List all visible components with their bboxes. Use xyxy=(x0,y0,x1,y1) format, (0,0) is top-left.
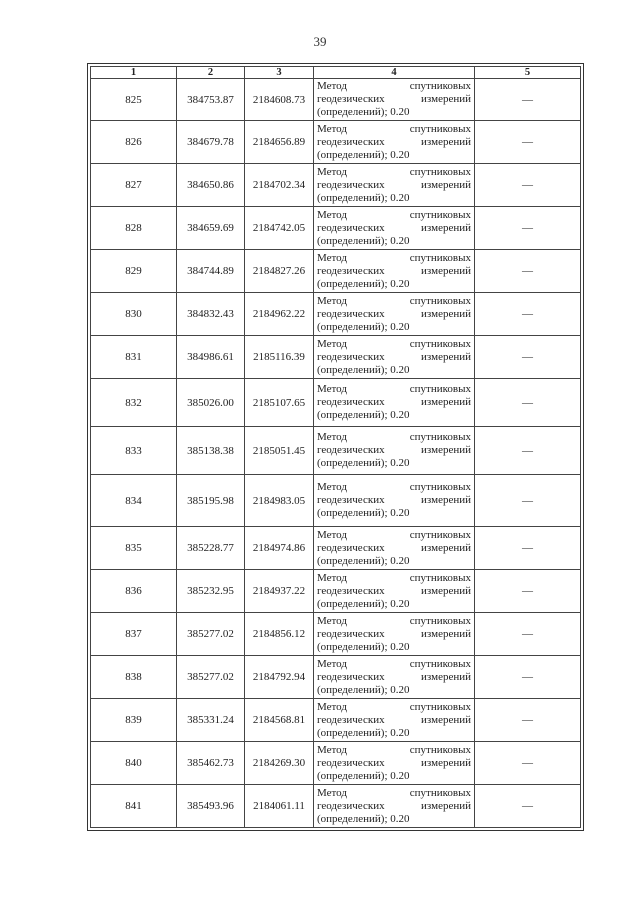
table-row xyxy=(91,293,581,336)
y-coordinate-cell: 2184856.12 xyxy=(245,613,314,656)
x-coordinate-cell: 385493.96 xyxy=(177,785,245,828)
method-line: (определений); 0.20 xyxy=(317,683,410,696)
method-line: Метод спутниковых xyxy=(317,743,471,756)
accuracy-dash-cell: — xyxy=(475,613,581,656)
method-line: Метод спутниковых xyxy=(317,294,471,307)
method-cell xyxy=(314,121,475,164)
page-number: 39 xyxy=(313,34,327,49)
method-line: геодезических измерений xyxy=(317,627,471,640)
method-line: геодезических измерений xyxy=(317,221,471,234)
accuracy-dash-cell: — xyxy=(475,121,581,164)
method-cell xyxy=(314,293,475,336)
y-coordinate-cell: 2185116.39 xyxy=(245,336,314,379)
x-coordinate-cell: 384986.61 xyxy=(177,336,245,379)
method-line: геодезических измерений xyxy=(317,494,471,506)
table-row xyxy=(91,427,581,475)
table-row xyxy=(91,570,581,613)
column-header-2: 2 xyxy=(177,67,245,79)
point-number-cell: 828 xyxy=(91,207,177,250)
y-coordinate-cell: 2185051.45 xyxy=(245,427,314,475)
x-coordinate-cell: 384744.89 xyxy=(177,250,245,293)
y-coordinate-cell: 2184608.73 xyxy=(245,79,314,121)
table-row xyxy=(91,121,581,164)
y-coordinate-cell: 2185107.65 xyxy=(245,379,314,427)
point-number-cell: 841 xyxy=(91,785,177,828)
method-line: геодезических измерений xyxy=(317,135,471,148)
column-header-1: 1 xyxy=(91,67,177,79)
method-line: (определений); 0.20 xyxy=(317,191,410,204)
point-number-cell: 838 xyxy=(91,656,177,699)
table-row xyxy=(91,475,581,527)
accuracy-dash-cell: — xyxy=(475,527,581,570)
accuracy-dash-cell: — xyxy=(475,164,581,207)
method-cell xyxy=(314,527,475,570)
x-coordinate-cell: 384650.86 xyxy=(177,164,245,207)
accuracy-dash-cell: — xyxy=(475,475,581,527)
method-line: Метод спутниковых xyxy=(317,431,471,443)
table-row xyxy=(91,742,581,785)
method-line: (определений); 0.20 xyxy=(317,640,410,653)
point-number-cell: 827 xyxy=(91,164,177,207)
method-line: (определений); 0.20 xyxy=(317,148,410,161)
point-number-cell: 825 xyxy=(91,79,177,121)
point-number-cell: 836 xyxy=(91,570,177,613)
method-cell xyxy=(314,379,475,427)
accuracy-dash-cell: — xyxy=(475,427,581,475)
method-cell xyxy=(314,250,475,293)
method-line: (определений); 0.20 xyxy=(317,554,410,567)
method-line: Метод спутниковых xyxy=(317,571,471,584)
method-cell xyxy=(314,79,475,121)
method-line: геодезических измерений xyxy=(317,444,471,456)
y-coordinate-cell: 2184974.86 xyxy=(245,527,314,570)
table-body xyxy=(91,79,581,828)
point-number-cell: 834 xyxy=(91,475,177,527)
x-coordinate-cell: 385228.77 xyxy=(177,527,245,570)
x-coordinate-cell: 384679.78 xyxy=(177,121,245,164)
method-line: (определений); 0.20 xyxy=(317,363,410,376)
method-line: Метод спутниковых xyxy=(317,481,471,493)
method-line: Метод спутниковых xyxy=(317,122,471,135)
table-row xyxy=(91,250,581,293)
method-line: (определений); 0.20 xyxy=(317,409,410,421)
method-cell xyxy=(314,475,475,527)
x-coordinate-cell: 384753.87 xyxy=(177,79,245,121)
method-line: геодезических измерений xyxy=(317,713,471,726)
table-row xyxy=(91,79,581,121)
method-line: геодезических измерений xyxy=(317,350,471,363)
method-line: (определений); 0.20 xyxy=(317,597,410,610)
table-row xyxy=(91,207,581,250)
accuracy-dash-cell: — xyxy=(475,207,581,250)
accuracy-dash-cell: — xyxy=(475,250,581,293)
method-line: Метод спутниковых xyxy=(317,80,471,92)
point-number-cell: 826 xyxy=(91,121,177,164)
method-cell xyxy=(314,427,475,475)
y-coordinate-cell: 2184983.05 xyxy=(245,475,314,527)
method-cell xyxy=(314,613,475,656)
column-header-5: 5 xyxy=(475,67,581,79)
point-number-cell: 835 xyxy=(91,527,177,570)
method-line: Метод спутниковых xyxy=(317,251,471,264)
method-line: Метод спутниковых xyxy=(317,165,471,178)
method-cell xyxy=(314,656,475,699)
method-cell xyxy=(314,785,475,828)
method-line: (определений); 0.20 xyxy=(317,234,410,247)
accuracy-dash-cell: — xyxy=(475,656,581,699)
accuracy-dash-cell: — xyxy=(475,742,581,785)
method-line: (определений); 0.20 xyxy=(317,457,410,469)
table-row xyxy=(91,164,581,207)
x-coordinate-cell: 385331.24 xyxy=(177,699,245,742)
method-line: Метод спутниковых xyxy=(317,208,471,221)
accuracy-dash-cell: — xyxy=(475,79,581,121)
method-line: Метод спутниковых xyxy=(317,786,471,799)
x-coordinate-cell: 384832.43 xyxy=(177,293,245,336)
y-coordinate-cell: 2184656.89 xyxy=(245,121,314,164)
method-line: геодезических измерений xyxy=(317,541,471,554)
table-row xyxy=(91,785,581,828)
accuracy-dash-cell: — xyxy=(475,293,581,336)
accuracy-dash-cell: — xyxy=(475,336,581,379)
method-cell xyxy=(314,570,475,613)
x-coordinate-cell: 385462.73 xyxy=(177,742,245,785)
method-line: геодезических измерений xyxy=(317,396,471,408)
method-line: Метод спутниковых xyxy=(317,528,471,541)
point-number-cell: 840 xyxy=(91,742,177,785)
method-line: Метод спутниковых xyxy=(317,614,471,627)
column-header-4: 4 xyxy=(314,67,475,79)
table-row xyxy=(91,699,581,742)
y-coordinate-cell: 2184937.22 xyxy=(245,570,314,613)
table-row xyxy=(91,656,581,699)
point-number-cell: 839 xyxy=(91,699,177,742)
table-row xyxy=(91,613,581,656)
point-number-cell: 837 xyxy=(91,613,177,656)
method-cell xyxy=(314,742,475,785)
method-line: Метод спутниковых xyxy=(317,337,471,350)
x-coordinate-cell: 385277.02 xyxy=(177,613,245,656)
method-line: (определений); 0.20 xyxy=(317,726,410,739)
column-header-3: 3 xyxy=(245,67,314,79)
y-coordinate-cell: 2184061.11 xyxy=(245,785,314,828)
method-line: геодезических измерений xyxy=(317,584,471,597)
y-coordinate-cell: 2184962.22 xyxy=(245,293,314,336)
method-line: (определений); 0.20 xyxy=(317,769,410,782)
x-coordinate-cell: 385277.02 xyxy=(177,656,245,699)
method-cell xyxy=(314,164,475,207)
method-line: геодезических измерений xyxy=(317,670,471,683)
method-cell xyxy=(314,207,475,250)
table-row xyxy=(91,336,581,379)
point-number-cell: 829 xyxy=(91,250,177,293)
x-coordinate-cell: 384659.69 xyxy=(177,207,245,250)
coordinates-table xyxy=(90,66,581,828)
y-coordinate-cell: 2184568.81 xyxy=(245,699,314,742)
x-coordinate-cell: 385026.00 xyxy=(177,379,245,427)
method-line: Метод спутниковых xyxy=(317,700,471,713)
table-row xyxy=(91,527,581,570)
method-line: (определений); 0.20 xyxy=(317,812,410,825)
method-line: (определений); 0.20 xyxy=(317,277,410,290)
x-coordinate-cell: 385195.98 xyxy=(177,475,245,527)
method-line: геодезических измерений xyxy=(317,307,471,320)
method-line: геодезических измерений xyxy=(317,93,471,105)
coordinates-table-frame xyxy=(87,63,584,831)
y-coordinate-cell: 2184792.94 xyxy=(245,656,314,699)
accuracy-dash-cell: — xyxy=(475,785,581,828)
method-line: (определений); 0.20 xyxy=(317,507,410,519)
y-coordinate-cell: 2184742.05 xyxy=(245,207,314,250)
x-coordinate-cell: 385138.38 xyxy=(177,427,245,475)
method-line: (определений); 0.20 xyxy=(317,320,410,333)
method-line: Метод спутниковых xyxy=(317,657,471,670)
method-cell xyxy=(314,336,475,379)
method-line: геодезических измерений xyxy=(317,264,471,277)
point-number-cell: 832 xyxy=(91,379,177,427)
accuracy-dash-cell: — xyxy=(475,699,581,742)
method-line: геодезических измерений xyxy=(317,756,471,769)
method-line: геодезических измерений xyxy=(317,178,471,191)
point-number-cell: 831 xyxy=(91,336,177,379)
table-header-row xyxy=(91,67,581,79)
accuracy-dash-cell: — xyxy=(475,379,581,427)
point-number-cell: 830 xyxy=(91,293,177,336)
point-number-cell: 833 xyxy=(91,427,177,475)
method-line: (определений); 0.20 xyxy=(317,106,410,118)
y-coordinate-cell: 2184827.26 xyxy=(245,250,314,293)
y-coordinate-cell: 2184702.34 xyxy=(245,164,314,207)
accuracy-dash-cell: — xyxy=(475,570,581,613)
x-coordinate-cell: 385232.95 xyxy=(177,570,245,613)
method-cell xyxy=(314,699,475,742)
y-coordinate-cell: 2184269.30 xyxy=(245,742,314,785)
method-line: геодезических измерений xyxy=(317,799,471,812)
table-row xyxy=(91,379,581,427)
method-line: Метод спутниковых xyxy=(317,383,471,395)
